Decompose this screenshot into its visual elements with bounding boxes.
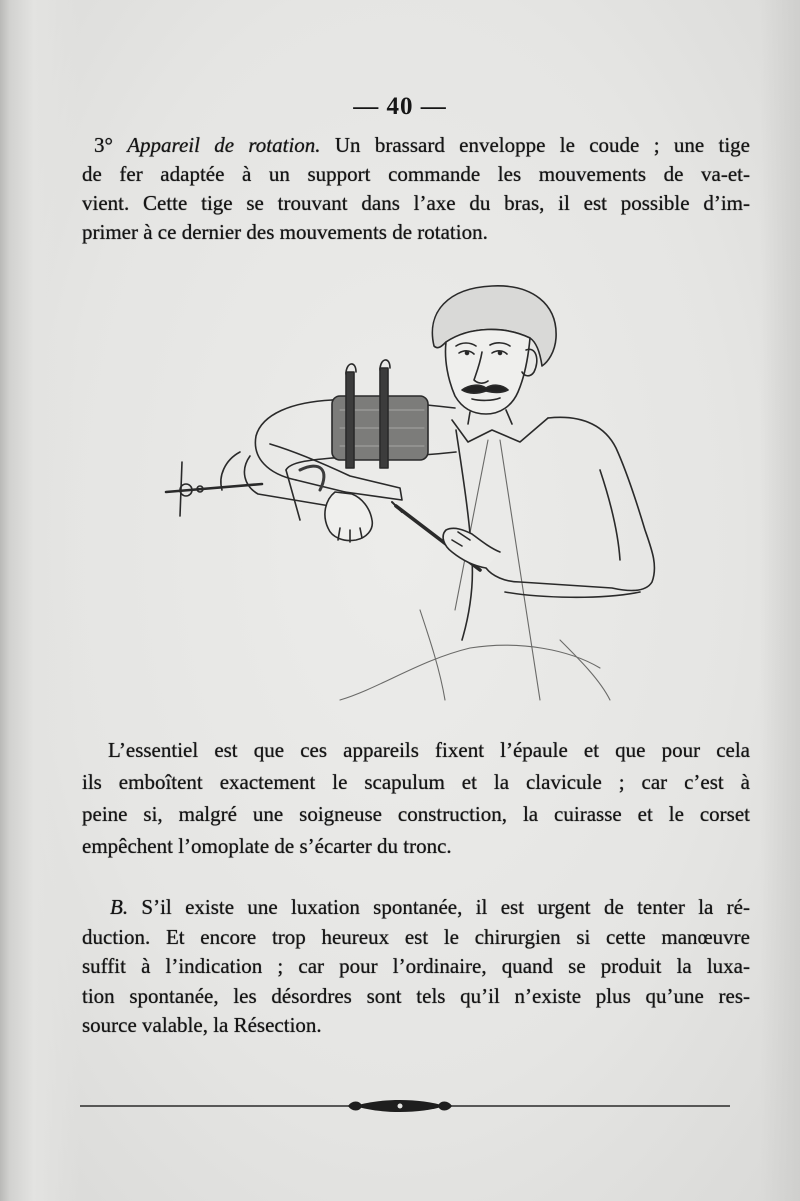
text-line: vient. Cette tige se trouvant dans l’axe du bras, il est possible d’im-	[82, 191, 750, 215]
body-drapery	[340, 440, 610, 700]
strap	[346, 372, 354, 468]
face	[445, 329, 530, 414]
text-line: empêchent l’omoplate de s’écarter du tronc.	[82, 834, 452, 858]
text-line: L’essentiel est que ces appareils fixent l’épaule et que pour cela	[108, 738, 750, 762]
text-line: primer à ce dernier des mouvements de rotation.	[82, 220, 488, 244]
text-line: source valable, la Résection.	[82, 1013, 322, 1037]
text-line: duction. Et encore trop heureux est le chirurgien si cette manœuvre	[82, 924, 750, 949]
ornamental-rule	[70, 1090, 740, 1120]
text-line: tion spontanée, les désordres sont tels qu’il n’existe plus qu’une res-	[82, 983, 750, 1008]
right-hand	[392, 502, 500, 570]
rotation-apparatus-illustration	[150, 270, 670, 720]
text-line	[82, 131, 750, 160]
paragraph-rotation-apparatus	[82, 131, 750, 247]
collar	[452, 410, 548, 442]
section-label: B.	[110, 895, 129, 919]
text-line: peine si, malgré une soigneuse construction, la cuirasse et le corset	[82, 802, 750, 826]
section-title: Appareil de rotation.	[127, 133, 321, 157]
text-line: ils emboîtent exactement le scapulum et la clavicule ; car c’est à	[82, 770, 750, 794]
text-line: de fer adaptée à un support commande les mouvements de va-et-	[82, 162, 750, 186]
text-line	[82, 893, 750, 923]
text-run: S’il existe une luxation spontanée, il est urgent de tenter la ré-	[128, 895, 750, 919]
arm-in-brassard	[244, 360, 456, 542]
section-number: 3°	[94, 133, 128, 157]
page-number: — 40 —	[353, 93, 447, 120]
head	[432, 286, 556, 414]
left-hand	[325, 492, 372, 541]
paragraph-section-b	[82, 893, 750, 1041]
text-run: Un brassard enveloppe le coude ; une tige	[320, 133, 750, 157]
strap	[380, 368, 388, 468]
paragraph-essentiel	[82, 734, 750, 862]
text-line: suffit à l’indication ; car pour l’ordinaire, quand se produit la luxa-	[82, 954, 750, 978]
